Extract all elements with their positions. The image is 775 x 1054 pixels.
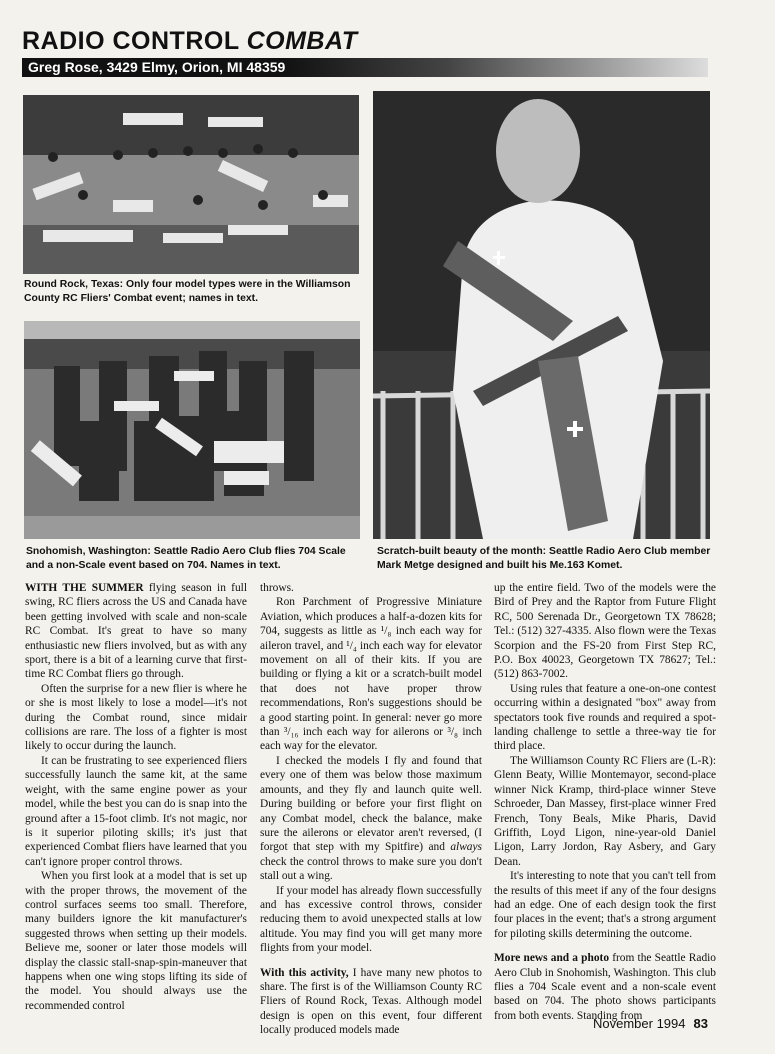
article-column-3 (494, 581, 716, 1023)
photo-snohomish-group (24, 321, 360, 539)
paragraph-text: flying season in full swing, RC fliers across the US and Canada have been getting involved with scale and non-scale RC Combat. It's great to have so many enthusiastic new fliers involved, but as with any sport, there is a bit of a learning curve that first-time RC Combat fliers go through. (25, 582, 247, 681)
title-emphasis: COMBAT (246, 27, 358, 55)
caption-snohomish: Snohomish, Washington: Seattle Radio Aero Club flies 704 Scale and a non-Scale event based on 704. Names in text. (26, 546, 346, 571)
paragraph: Ron Parchment of Progressive Miniature Aviation, which produces a half-a-dozen kits for 704, suggests as little as ¹/₈ inch each way for aileron travel, and ¹/₄ inch each way for elevator movement on all of their kits. If you are building or flying a kit or a scratch-built model that does not have proper throw recommendations, Ron's suggestions should be a good starting point. In general: never go more than ³/₁₆ inch each way for ailerons or ³/₈ inch each way for the elevator. (260, 596, 482, 753)
caption-round-rock: Round Rock, Texas: Only four model types were in the Williamson County RC Fliers' Combat event; names in text. (24, 279, 351, 304)
paragraph: Using rules that feature a one-on-one contest occurring within a designated "box" away from spectators took five rounds and required a spot-landing challenge to settle a three-way tie for third place. (494, 682, 716, 753)
paragraph: Often the surprise for a new flier is where he or she is most likely to lose a model—it's not during the Combat round, since midair collisions are rare. The loss of a fighter is most likely to occur during the launch. (25, 682, 247, 753)
paragraph: up the entire field. Two of the models were the Bird of Prey and the Raptor from Future Flight RC, 500 Serenada Dr., Georgetown TX 78628; Tel.: (512) 327-4335. Also flown were the Texas Scorpion and the FS-20 from First Step RC, P.O. Box 40023, Georgetown TX 78627; Tel.: (512) 863-7002. (494, 582, 716, 681)
page-title (22, 27, 357, 56)
article-column-1 (25, 581, 247, 1013)
caption-scratch-built: Scratch-built beauty of the month: Seattle Radio Aero Club member Mark Metge designed and built his Me.163 Komet. (377, 546, 711, 571)
lead-in: WITH THE SUMMER (25, 582, 144, 594)
page-footer (593, 1016, 708, 1031)
author-address: Greg Rose, 3429 Elmy, Orion, MI 48359 (28, 59, 286, 75)
lead-in: With this activity, (260, 966, 349, 979)
issue-date: November 1994 (593, 1016, 686, 1031)
paragraph (260, 966, 482, 1038)
paragraph (260, 754, 482, 884)
paragraph: It can be frustrating to see experienced fliers successfully launch the same kit, at the same weight, with the same engine power as your model, while the best you can do is snap into the ground after a 15-foot climb. It's not magic, nor is it superior piloting skills; it's just that experienced Combat fliers have learned that you can't ignore proper control throws. (25, 754, 247, 868)
article-column-2 (260, 581, 482, 1038)
emphasis-text: always (450, 841, 482, 854)
paragraph-text: I checked the models I fly and found that every one of them was below those maximum amounts, and they fly and launch quite well. During building or before your first flight on any Combat model, check the balance, make sure the ailerons or elevator aren't reversed, (I forgot that step with my Spitfire) and (260, 754, 482, 854)
paragraph: throws. (260, 582, 294, 594)
paragraph-text: from the Seattle Radio Aero Club in Snohomish, Washington. This club flies a 704 Scale event and a non-scale event based on 704. The photo shows participants from both events. Standing from (494, 952, 716, 1022)
lead-in: More news and a photo (494, 952, 610, 965)
paragraph-text: check the control throws to make sure you don't stall out a wing. (260, 855, 482, 883)
paragraph: It's interesting to note that you can't tell from the results of this meet if any of the four designs had an edge. One of each design took the first four places in the event; that's a strong argument for piloting skills determining the outcome. (494, 870, 716, 940)
page-number: 83 (693, 1016, 708, 1031)
paragraph: The Williamson County RC Fliers are (L-R): Glenn Beaty, Willie Montemayor, second-place winner Nick Kramp, third-place winner Steve Schroeder, Dan Massey, first-place winner Fred French, Tony Beals, Mike Pharis, David Griffith, Loyd Ligon, nine-year-old Daniel Ligon, Larry Jordon, Ray Asbery, and Gary Dean. (494, 754, 716, 868)
paragraph-text: I have many new photos to share. The first is of the Williamson County RC Fliers of Round Rock, Texas. Although model design is open on this event, four different locally produced models made (260, 966, 482, 1037)
paragraph (494, 951, 716, 1023)
photo-mark-metge-komet (373, 91, 710, 539)
paragraph (25, 581, 247, 682)
title-main: RADIO CONTROL (22, 27, 240, 55)
paragraph: If your model has already flown successfully and has excessive control throws, consider reducing them to avoid unexpected stalls at low altitude. You may find you will get many more flights from your model. (260, 884, 482, 955)
photo-round-rock-group (23, 95, 359, 274)
paragraph: When you first look at a model that is set up with the proper throws, the movement of the control surfaces seems too small. Therefore, many builders ignore the kit manufacturer's suggested throws when setting up their models. Believe me, sooner or later those models will display the classic stall-snap-spin-maneuver that happens when one wing stops lifting its side of the model. You should always use the recommended control (25, 870, 247, 1012)
